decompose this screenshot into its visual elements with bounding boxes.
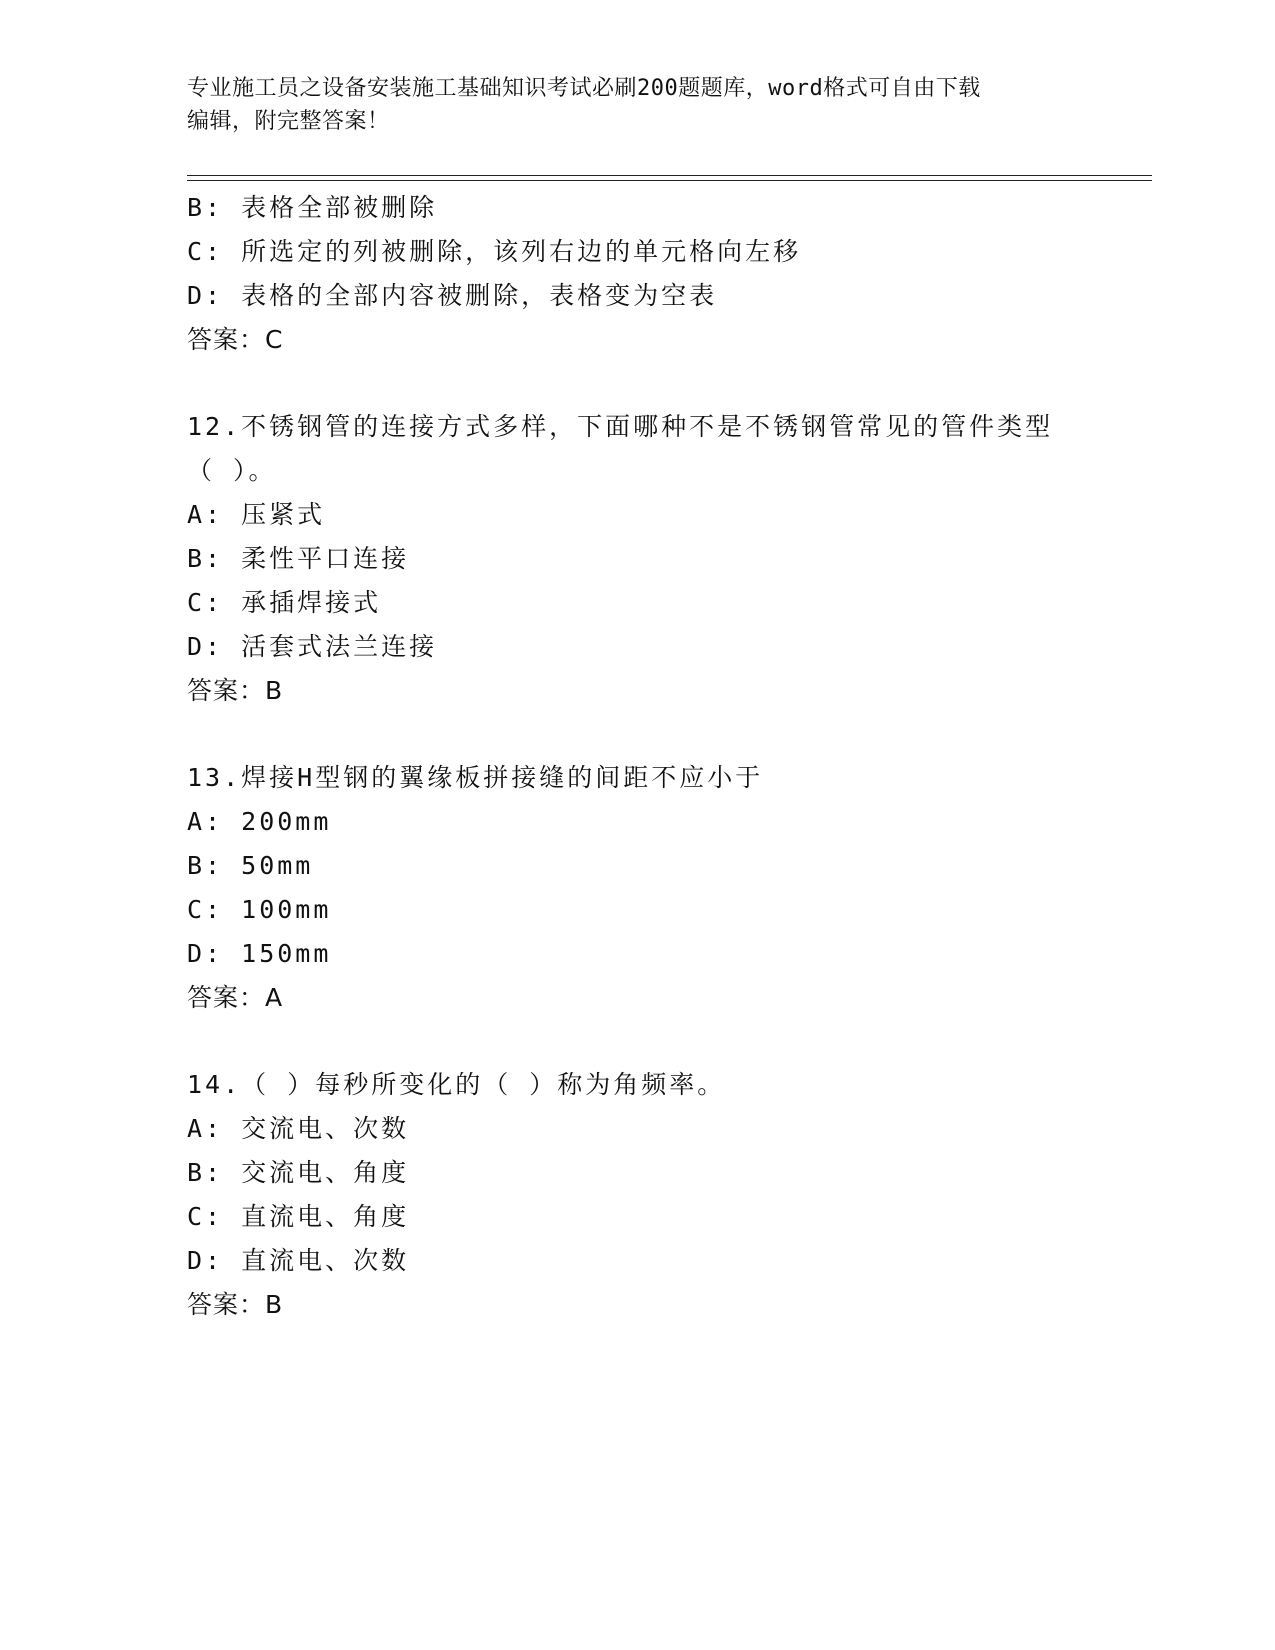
- q11-option-c: C: 所选定的列被删除，该列右边的单元格向左移: [187, 237, 802, 266]
- q14-stem: 14.（ ）每秒所变化的（ ）称为角频率。: [187, 1070, 726, 1099]
- q14-option-b: B: 交流电、角度: [187, 1158, 410, 1187]
- q14-option-d: D: 直流电、次数: [187, 1246, 410, 1275]
- q13-option-c: C: 100mm: [187, 895, 332, 924]
- q13-stem: 13.焊接H型钢的翼缘板拼接缝的间距不应小于: [187, 763, 764, 792]
- q12-option-d: D: 活套式法兰连接: [187, 632, 438, 661]
- q14-answer: 答案：B: [187, 1290, 284, 1319]
- q12-answer: 答案：B: [187, 676, 284, 705]
- q11-answer: 答案：C: [187, 325, 284, 354]
- q12-option-c: C: 承插焊接式: [187, 588, 382, 617]
- q12-stem-line-1: 12.不锈钢管的连接方式多样，下面哪种不是不锈钢管常见的管件类型: [187, 412, 1054, 441]
- q13-answer: 答案：A: [187, 983, 284, 1012]
- q14-option-a: A: 交流电、次数: [187, 1114, 410, 1143]
- q11-option-d: D: 表格的全部内容被删除，表格变为空表: [187, 281, 718, 310]
- q11-option-b: B: 表格全部被删除: [187, 193, 438, 222]
- q13-option-a: A: 200mm: [187, 807, 332, 836]
- q12-option-b: B: 柔性平口连接: [187, 544, 410, 573]
- document-header: [187, 72, 1087, 138]
- q12-option-a: A: 压紧式: [187, 500, 326, 529]
- q14-option-c: C: 直流电、角度: [187, 1202, 410, 1231]
- q12-stem-line-2: （ ）。: [187, 456, 277, 485]
- header-title-line-2: 编辑，附完整答案！: [187, 109, 390, 134]
- q13-option-d: D: 150mm: [187, 939, 332, 968]
- header-rule-top: [187, 175, 1152, 176]
- header-title-line-1: 专业施工员之设备安装施工基础知识考试必刷200题题库，word格式可自由下载: [187, 76, 981, 101]
- header-rule-bottom: [187, 180, 1152, 181]
- q13-option-b: B: 50mm: [187, 851, 314, 880]
